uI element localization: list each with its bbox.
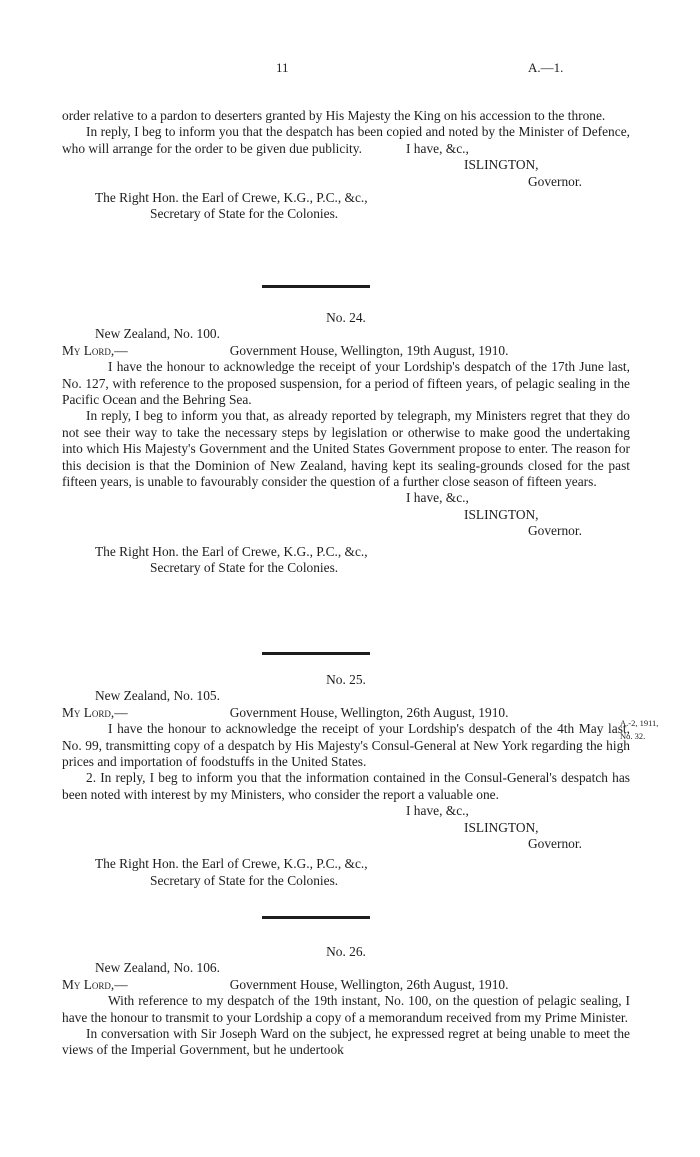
letter-paragraph-2: In reply, I beg to inform you that, as already reported by telegraph, my Ministers regret that they do not see their way to take the necessary steps by legislation or otherwise to make good the undertaking into which His Majesty's Government and the United States Government propose to enter. The reason for this decision is that the Dominion of New Zealand, having kept its sealing-grounds closed for the past fifteen years, is unable to favourably consider the question of a further close season of fifteen years. [62, 408, 630, 490]
letter-salutation-line [62, 343, 630, 359]
intro-addressee-line-2: Secretary of State for the Colonies. [150, 206, 339, 222]
section-divider [262, 916, 370, 919]
letter-24 [62, 310, 630, 577]
letter-closing: I have, &c., [406, 490, 469, 506]
section-divider [262, 652, 370, 655]
letter-reference: New Zealand, No. 106. [95, 960, 220, 976]
intro-paragraph-2: In reply, I beg to inform you that the despatch has been copied and noted by the Minister of Defence, who will arrange for the order to be given due publicity. [62, 124, 630, 156]
letter-paragraph-1: With reference to my despatch of the 19th instant, No. 100, on the question of pelagic sealing, I have the honour to transmit to your Lordship a copy of a memorandum received from my Prime Minister. [62, 993, 630, 1025]
letter-paragraph-2: In conversation with Sir Joseph Ward on the subject, he expressed regret at being unable to meet the views of the Imperial Government, but he undertook [62, 1026, 630, 1058]
letter-reference: New Zealand, No. 100. [95, 326, 220, 342]
letter-signer-title: Governor. [528, 523, 582, 539]
letter-salutation-line [62, 705, 630, 721]
letter-addressee-line-1: The Right Hon. the Earl of Crewe, K.G., P.C., &c., [95, 543, 368, 559]
letter-reference: New Zealand, No. 105. [95, 688, 220, 704]
letter-25 [62, 672, 630, 889]
letter-addressee-line-2: Secretary of State for the Colonies. [150, 560, 339, 576]
letter-closing: I have, &c., [406, 803, 469, 819]
letter-paragraph-1: I have the honour to acknowledge the receipt of your Lordship's despatch of the 4th May last, No. 99, transmitting copy of a despatch by His Majesty's Consul-General at New York regarding the high prices and importation of foodstuffs in the United States. [62, 721, 630, 770]
salutation: My Lord,— [62, 704, 128, 720]
place-date: Government House, Wellington, 26th August, 1910. [229, 704, 509, 720]
salutation: My Lord,— [62, 976, 128, 992]
place-date: Government House, Wellington, 26th August, 1910. [229, 976, 509, 992]
letter-salutation-line [62, 977, 630, 993]
letter-paragraph-2: 2. In reply, I beg to inform you that the information contained in the Consul-General's despatch has been noted with interest by my Ministers, who consider the report a valuable one. [62, 770, 630, 802]
letter-signer-title: Governor. [528, 836, 582, 852]
intro-paragraph-1: order relative to a pardon to deserters granted by His Majesty the King on his accession to the throne. [62, 108, 606, 123]
document-reference: A.—1. [528, 60, 564, 75]
letter-signer: ISLINGTON, [464, 506, 539, 522]
salutation: My Lord,— [62, 342, 128, 358]
intro-closing: I have, &c., [406, 140, 469, 156]
section-divider [262, 285, 370, 288]
intro-signer: ISLINGTON, [464, 157, 539, 173]
letter-26 [62, 944, 630, 1059]
intro-section [62, 108, 630, 223]
letter-paragraph-1: I have the honour to acknowledge the receipt of your Lordship's despatch of the 17th June last, No. 127, with reference to the proposed suspension, for a period of fifteen years, of pelagic sealing in the Pacific Ocean and the Behring Sea. [62, 359, 630, 408]
letter-addressee-line-1: The Right Hon. the Earl of Crewe, K.G., P.C., &c., [95, 856, 368, 872]
page-number: 11 [276, 60, 289, 75]
margin-note-2: No. 32. [620, 731, 646, 741]
letter-addressee-line-2: Secretary of State for the Colonies. [150, 872, 339, 888]
letter-signer: ISLINGTON, [464, 819, 539, 835]
intro-signer-title: Governor. [528, 173, 582, 189]
letter-number: No. 24. [326, 310, 366, 325]
letter-number: No. 25. [326, 672, 366, 687]
margin-note-1: A.-2, 1911, [620, 718, 659, 728]
letter-number: No. 26. [326, 944, 366, 959]
place-date: Government House, Wellington, 19th August, 1910. [229, 342, 509, 358]
intro-addressee-line-1: The Right Hon. the Earl of Crewe, K.G., P.C., &c., [95, 190, 368, 206]
